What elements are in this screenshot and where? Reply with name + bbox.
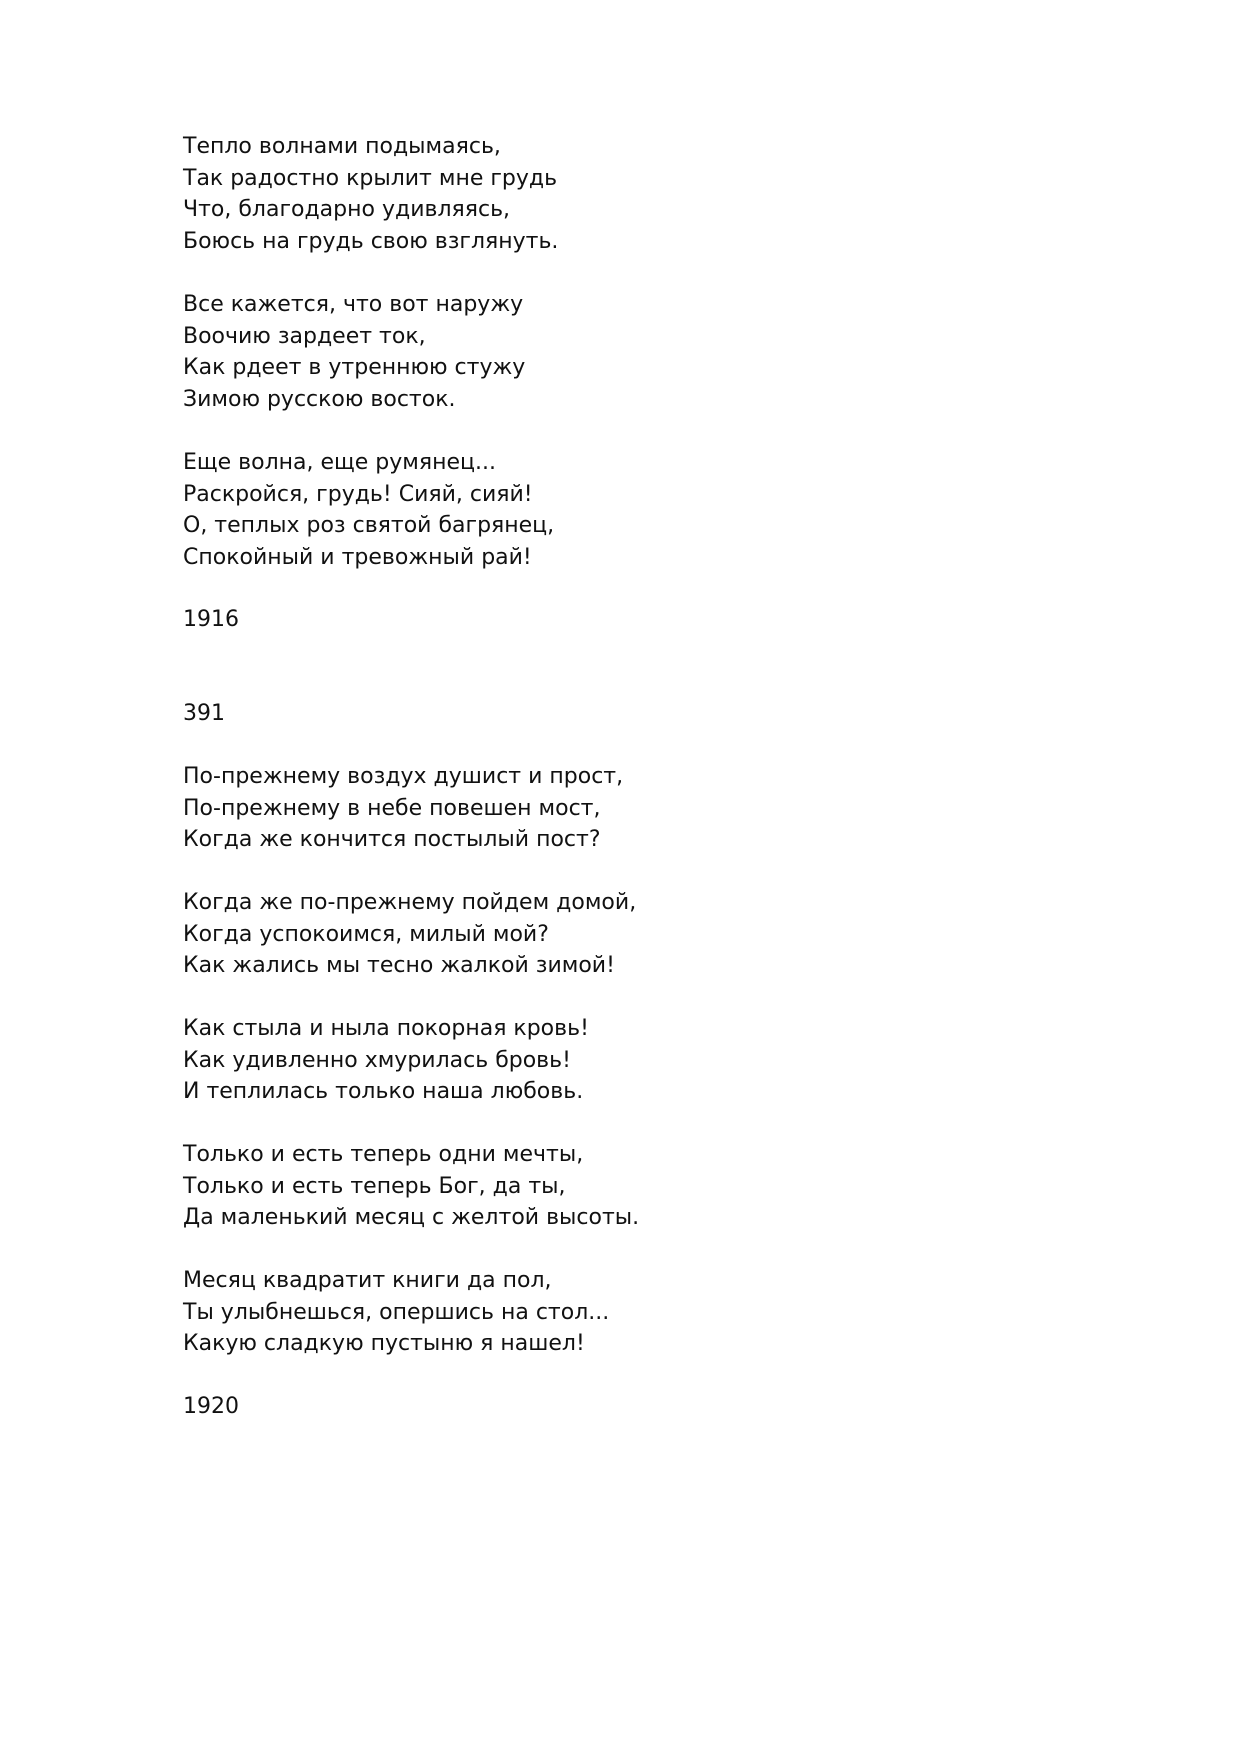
poem-line: Так радостно крылит мне грудь [183,165,558,191]
poem-line: Когда же кончится постылый пост? [183,827,601,852]
poem2-year [183,1391,239,1423]
poem-line: Тепло волнами подымаясь, [183,134,501,159]
poem-line: О, теплых роз святой багрянец, [183,513,555,538]
poem-line: Только и есть теперь одни мечты, [183,1142,584,1167]
poem1-stanza-2 [183,289,525,415]
poem-line: Воочию зардеет ток, [183,323,426,349]
poem-line: Как жались мы тесно жалкой зимой! [183,953,615,978]
poem-line: Все кажется, что вот наружу [183,292,524,317]
poem-line: Как стыла и ныла покорная кровь! [183,1016,589,1041]
poem-line: Боюсь на грудь свою взглянуть. [183,228,559,254]
poem2-stanza-2 [183,887,636,982]
poem2-stanza-4 [183,1139,639,1234]
poem1-stanza-3 [183,447,554,573]
poem-line: Когда же по-прежнему пойдем домой, [183,890,637,915]
poem-line: Да маленький месяц с желтой высоты. [183,1205,640,1230]
poem-line: Ты улыбнешься, опершись на стол... [183,1299,610,1325]
poem1-year [183,604,239,636]
poem-line: Как удивленно хмурилась бровь! [183,1047,571,1073]
poem2-number [183,698,225,730]
year-label: 1920 [183,1394,239,1419]
poem-line: И теплилась только наша любовь. [183,1079,584,1104]
poem-line: Когда успокоимся, милый мой? [183,921,549,947]
poem-line: Как рдеет в утреннюю стужу [183,355,526,380]
poem-line: Еще волна, еще румянец... [183,450,496,475]
poem1-stanza-1 [183,131,558,257]
poem2-stanza-3 [183,1013,589,1108]
poem-line: Раскройся, грудь! Сияй, сияй! [183,481,533,507]
poem2-stanza-1 [183,761,623,856]
poem-line: Спокойный и тревожный рай! [183,544,532,570]
poem-line: По-прежнему воздух душист и прост, [183,764,624,789]
poem-line: По-прежнему в небе повешен мост, [183,795,601,821]
year-label: 1916 [183,607,239,632]
poem-line: Какую сладкую пустыню я нашел! [183,1331,585,1356]
poem-line: Что, благодарно удивляясь, [183,197,511,222]
poem2-stanza-5 [183,1265,609,1360]
poem-line: Месяц квадратит книги да пол, [183,1268,552,1293]
poem-line: Только и есть теперь Бог, да ты, [183,1173,566,1199]
poem-line: Зимою русскою восток. [183,386,456,412]
poem-number: 391 [183,701,225,726]
